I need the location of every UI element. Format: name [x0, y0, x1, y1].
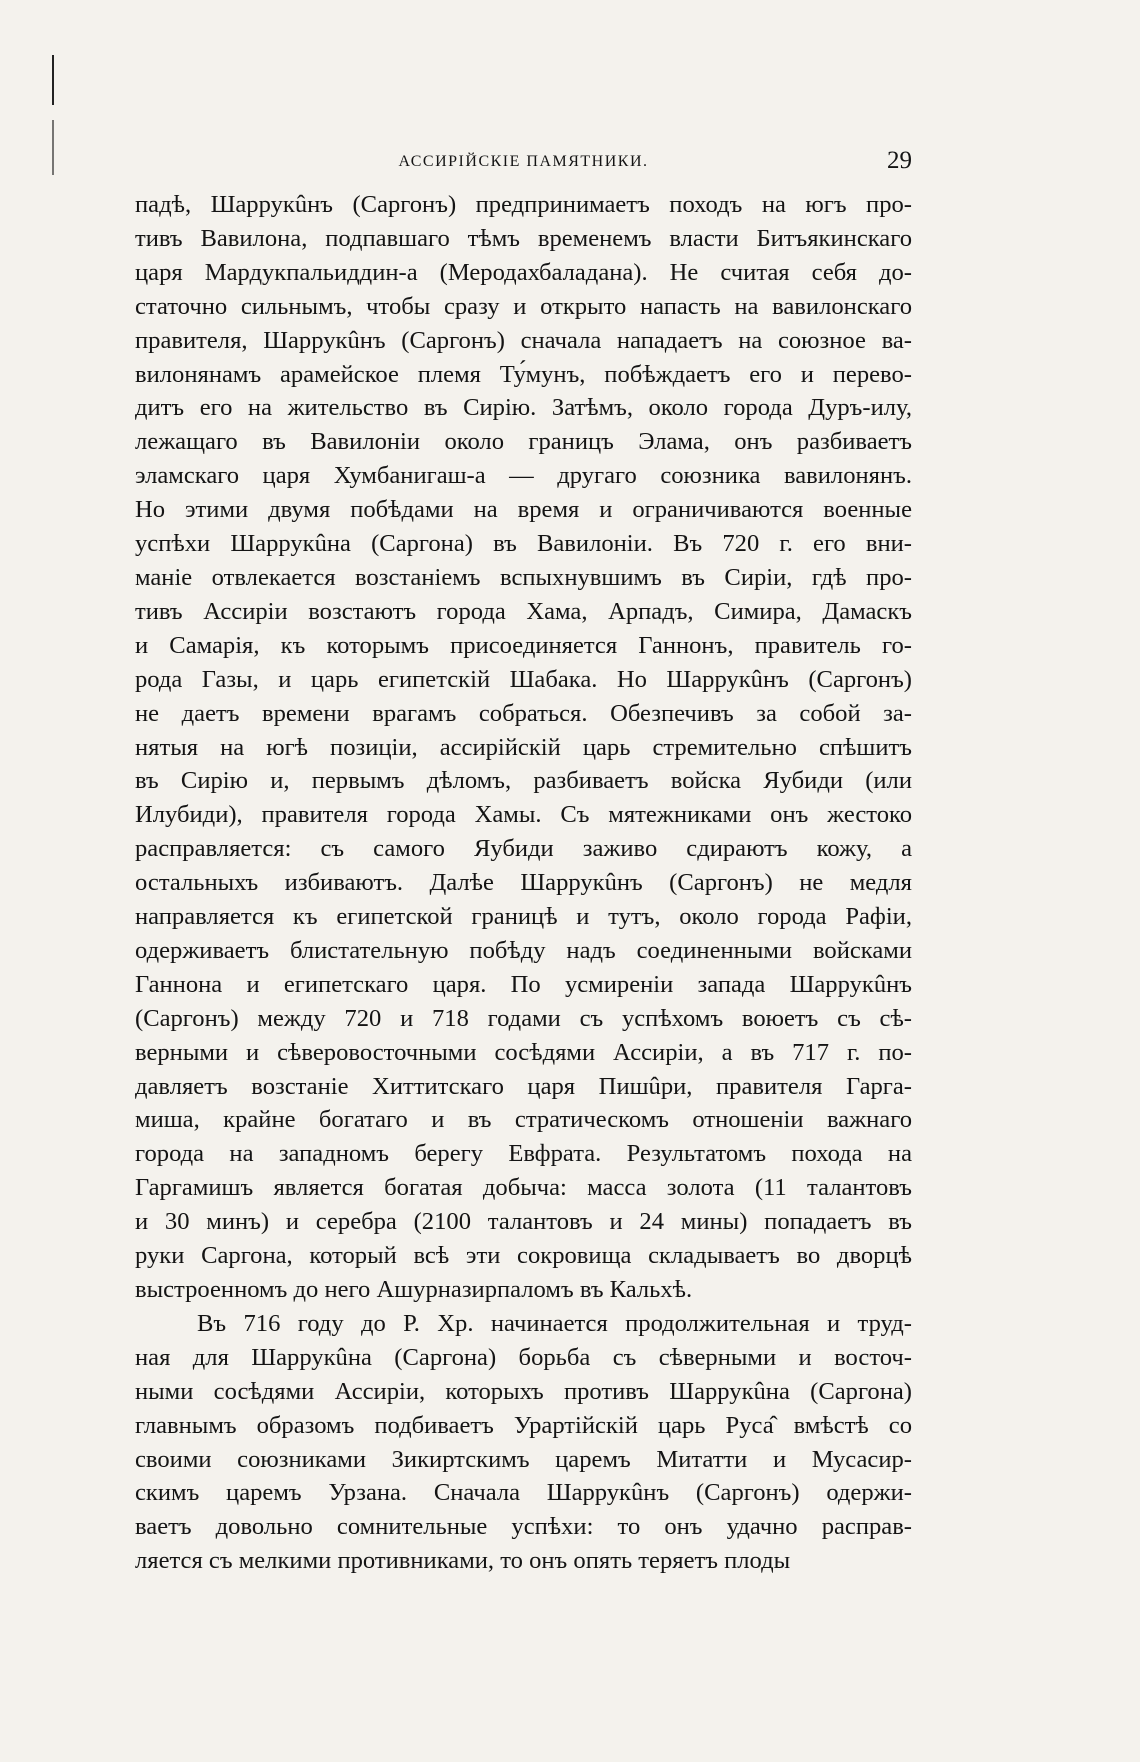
- body-text: [135, 188, 912, 1578]
- margin-mark: [52, 120, 54, 175]
- text-line: правителя, Шаррукûнъ (Саргонъ) сначала нападаетъ на союзное ва-: [135, 326, 912, 354]
- text-line: успѣхи Шаррукûна (Саргона) въ Вавилоніи. Въ 720 г. его вни-: [135, 530, 912, 558]
- running-head: АССИРІЙСКІЕ ПАМЯТНИКИ.: [398, 153, 649, 170]
- text-line: Ганнона и египетскаго царя. По усмиреніи запада Шаррукûнъ: [135, 970, 912, 998]
- text-line: ляется съ мелкими противниками, то онъ опять теряетъ плоды: [135, 1547, 791, 1575]
- text-line: направляется къ египетской границѣ и тутъ, около города Рафіи,: [135, 903, 912, 931]
- text-line: давляетъ возстаніе Хиттитскаго царя Пишûри, правителя Гарга-: [135, 1072, 912, 1100]
- text-line: выстроенномъ до него Ашурназирпаломъ въ Кальхѣ.: [135, 1276, 693, 1303]
- text-line: маніе отвлекается возстаніемъ вспыхнувшимъ въ Сиріи, гдѣ про-: [135, 563, 912, 591]
- text-line: скимъ царемъ Урзана. Сначала Шаррукûнъ (Саргонъ) одержи-: [135, 1479, 912, 1507]
- text-line: нятыя на югѣ позиціи, ассирійскій царь стремительно спѣшитъ: [135, 733, 912, 761]
- text-line: эламскаго царя Хумбанигаш-а — другаго союзника вавилонянъ.: [135, 462, 912, 490]
- text-line: руки Саргона, который всѣ эти сокровища складываетъ во дворцѣ: [135, 1242, 912, 1270]
- text-line: Илубиди), правителя города Хамы. Съ мятежниками онъ жестоко: [135, 801, 912, 829]
- text-line: остальныхъ избиваютъ. Далѣе Шаррукûнъ (Саргонъ) не медля: [135, 869, 912, 897]
- text-line: расправляется: съ самого Яубиди заживо сдираютъ кожу, а: [135, 835, 912, 863]
- page-header: [135, 143, 912, 183]
- text-line: тивъ Вавилона, подпавшаго тѣмъ временемъ власти Битъякинскаго: [135, 224, 912, 252]
- text-line: лежащаго въ Вавилоніи около границъ Элама, онъ разбиваетъ: [135, 428, 912, 456]
- paragraph: [135, 188, 912, 1307]
- text-line: ными сосѣдями Ассиріи, которыхъ противъ Шаррукûна (Саргона): [135, 1377, 912, 1405]
- text-line: не даетъ времени врагамъ собраться. Обезпечивъ за собой за-: [135, 699, 912, 727]
- text-line: главнымъ образомъ подбиваетъ Урартійскій царь Руса̂ вмѣстѣ со: [135, 1411, 912, 1439]
- text-line: падѣ, Шаррукûнъ (Саргонъ) предпринимаетъ походъ на югъ про-: [135, 191, 912, 218]
- text-line: своими союзниками Зикиртскимъ царемъ Митатти и Мусасир-: [135, 1445, 912, 1473]
- text-line: Но этими двумя побѣдами на время и ограничиваются военные: [135, 496, 912, 524]
- text-line: рода Газы, и царь египетскій Шабака. Но Шаррукûнъ (Саргонъ): [135, 665, 912, 693]
- text-line: царя Мардукпальиддин-а (Меродахбаладана). Не считая себя до-: [135, 258, 912, 286]
- text-line: миша, крайне богатаго и въ стратическомъ отношеніи важнаго: [135, 1106, 912, 1134]
- paragraph: [135, 1307, 912, 1578]
- text-line: статочно сильнымъ, чтобы сразу и открыто напасть на вавилонскаго: [135, 292, 912, 320]
- text-line: города на западномъ берегу Евфрата. Результатомъ похода на: [135, 1140, 912, 1168]
- text-line: и Самарія, къ которымъ присоединяется Ганнонъ, правитель го-: [135, 631, 912, 659]
- text-line: вилонянамъ арамейское племя Ту́мунъ, побѣждаетъ его и перево-: [135, 360, 912, 388]
- text-line: тивъ Ассиріи возстаютъ города Хама, Арпадъ, Симира, Дамаскъ: [135, 597, 912, 625]
- margin-mark: [52, 55, 54, 105]
- text-line: дитъ его на жительство въ Сирію. Затѣмъ, около города Дуръ-илу,: [135, 394, 912, 422]
- text-line: и 30 минъ) и серебра (2100 талантовъ и 24 мины) попадаетъ въ: [135, 1208, 912, 1236]
- text-line: Гаргамишъ является богатая добыча: масса золота (11 талантовъ: [135, 1174, 912, 1202]
- text-line: верными и сѣверовосточными сосѣдями Ассиріи, а въ 717 г. по-: [135, 1038, 912, 1066]
- text-line: Въ 716 году до Р. Хр. начинается продолжительная и труд-: [197, 1309, 912, 1337]
- text-line: въ Сирію и, первымъ дѣломъ, разбиваетъ войска Яубиди (или: [135, 767, 912, 795]
- page-number: 29: [887, 147, 912, 174]
- text-line: ная для Шаррукûна (Саргона) борьба съ сѣверными и восточ-: [135, 1343, 912, 1371]
- text-line: (Саргонъ) между 720 и 718 годами съ успѣхомъ воюетъ съ сѣ-: [135, 1004, 912, 1032]
- text-line: одерживаетъ блистательную побѣду надъ соединенными войсками: [135, 936, 912, 964]
- text-line: ваетъ довольно сомнительные успѣхи: то онъ удачно расправ-: [135, 1513, 912, 1541]
